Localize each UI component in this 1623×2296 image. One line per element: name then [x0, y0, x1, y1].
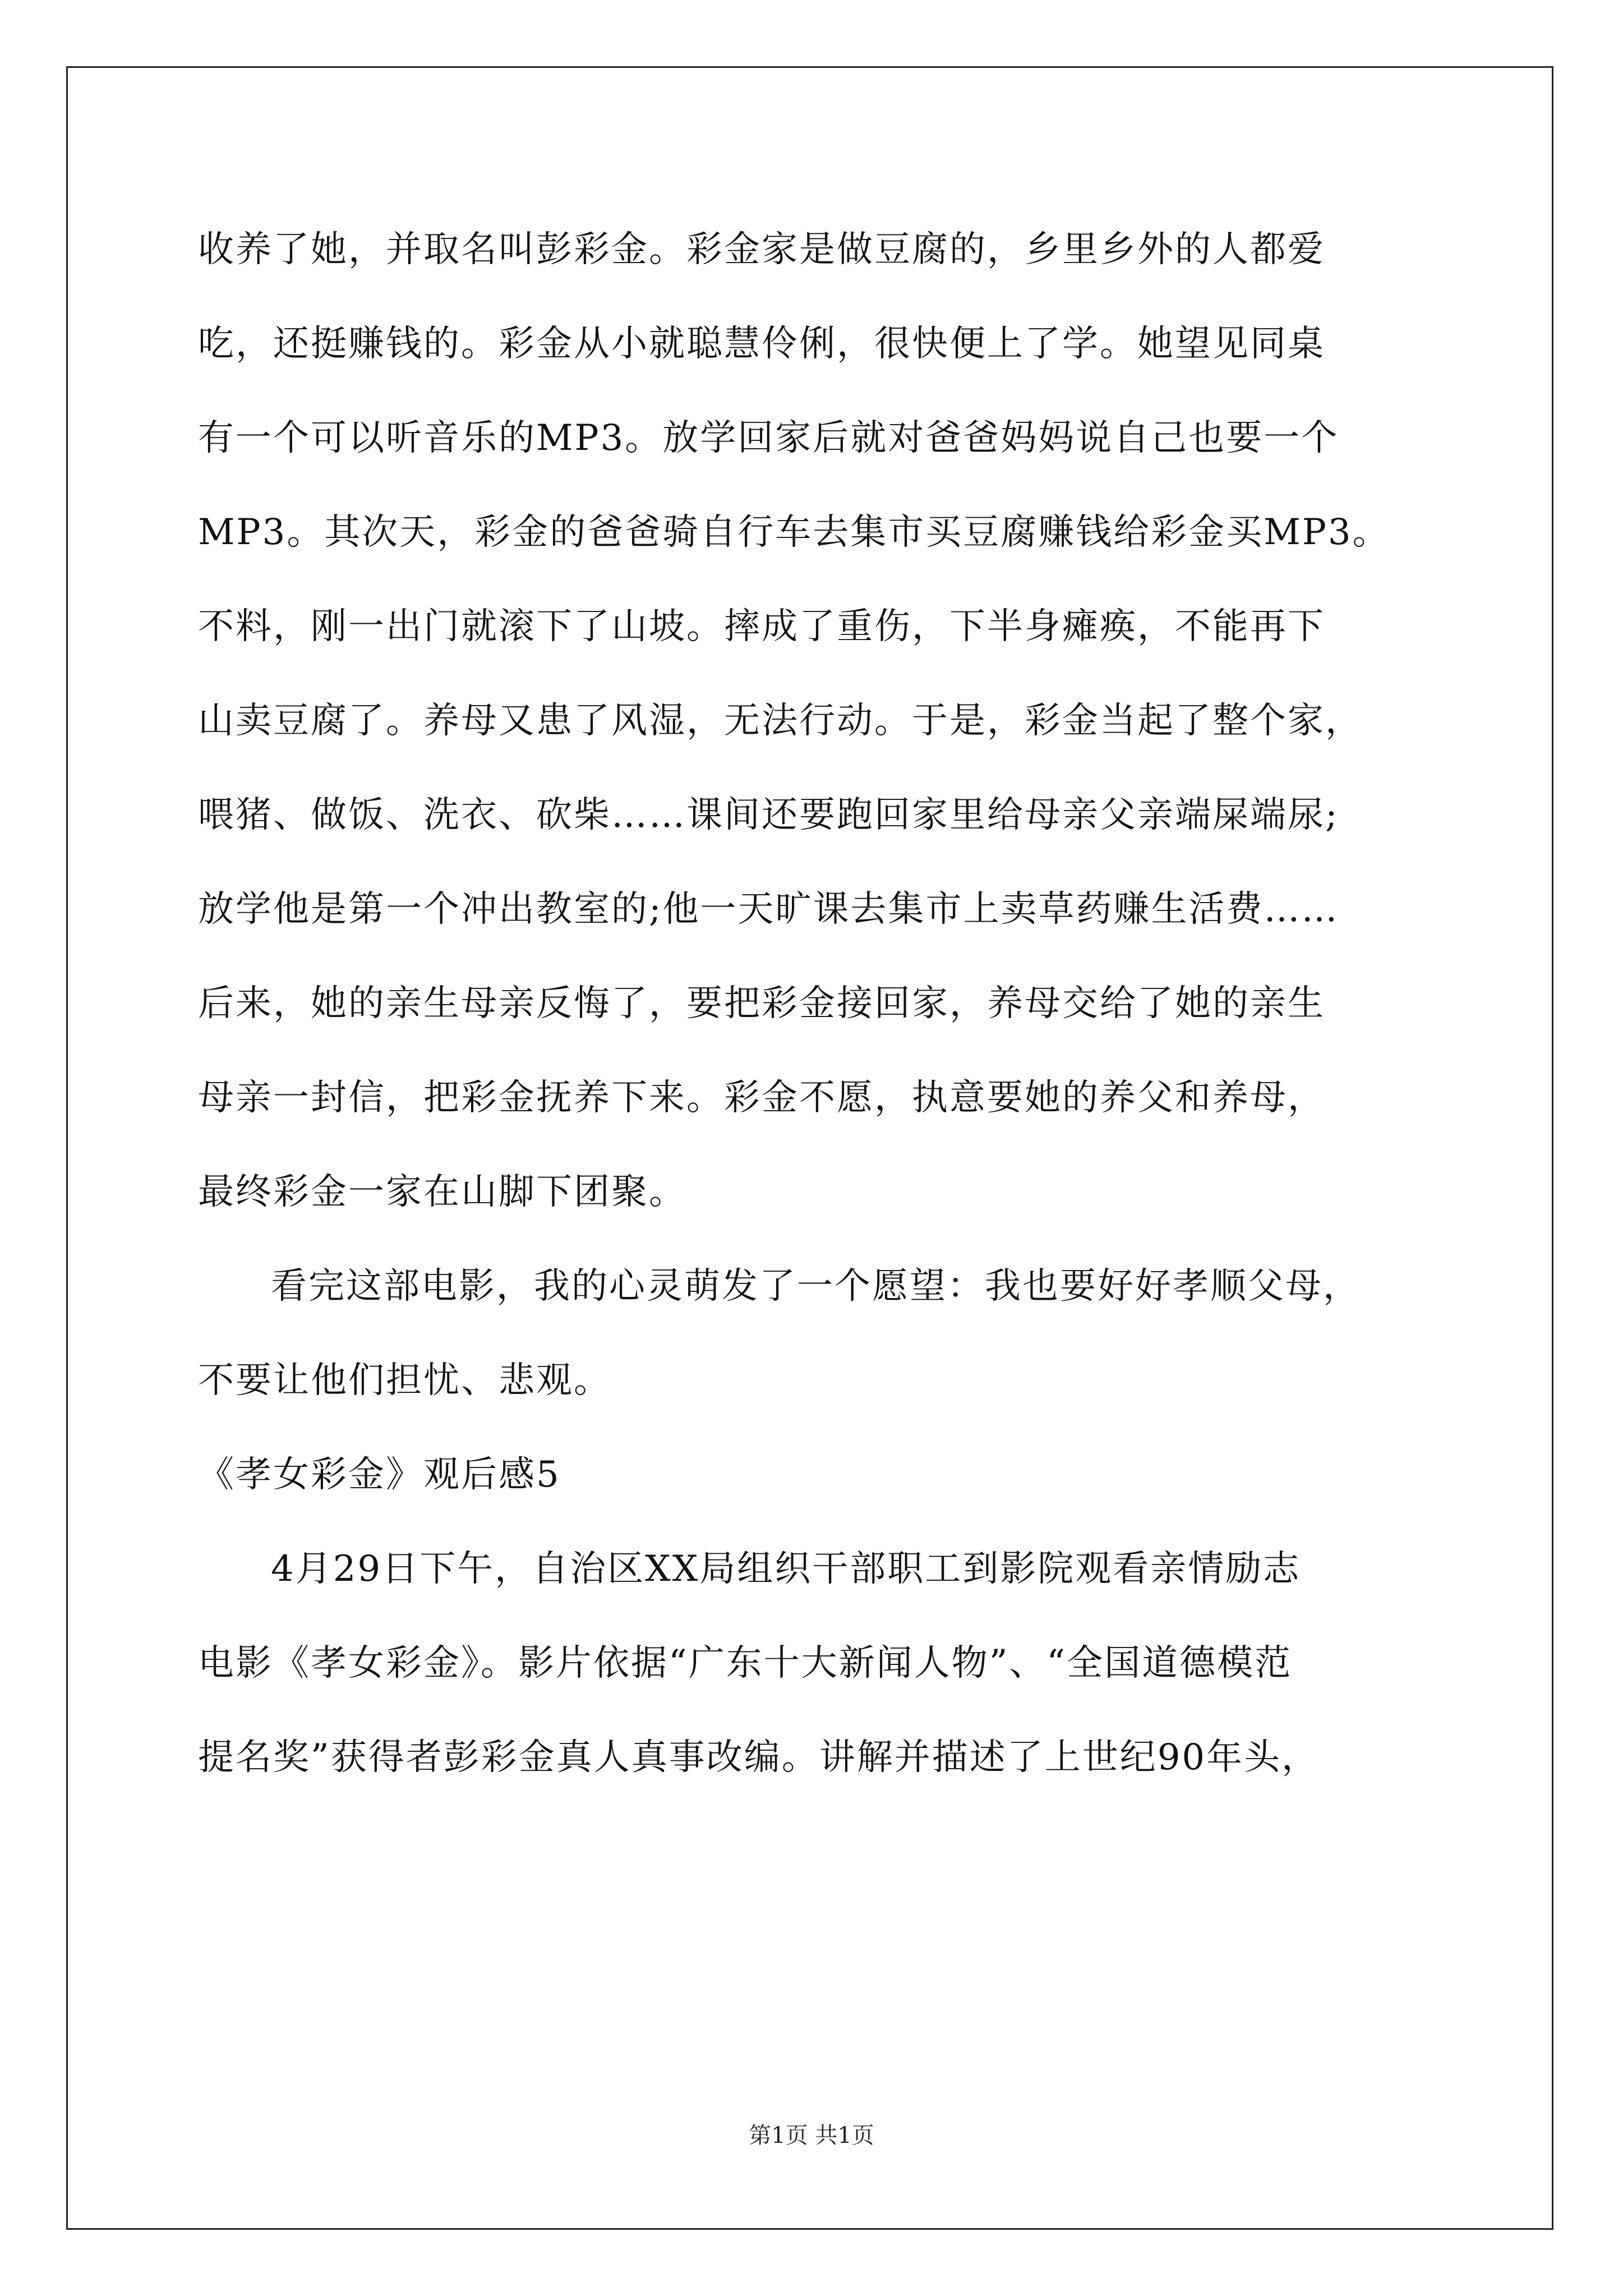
text-line: 最终彩金一家在山脚下团聚。: [198, 1171, 686, 1213]
text-line: 后来，她的亲生母亲反悔了，要把彩金接回家，养母交给了她的亲生: [198, 983, 1325, 1024]
page-footer: 第1页 共1页: [749, 2123, 874, 2148]
text-line: 吃，还挺赚钱的。彩金从小就聪慧伶俐，很快便上了学。她望见同桌: [198, 323, 1325, 365]
text-line: 不要让他们担忧、悲观。: [198, 1360, 611, 1401]
text-line: 喂猪、做饭、洗衣、砍柴……课间还要跑回家里给母亲父亲端屎端尿;: [198, 794, 1339, 836]
text-line: 电影《孝女彩金》。影片依据“广东十大新闻人物”、“全国道德模范: [198, 1642, 1293, 1684]
text-line: 有一个可以听音乐的MP3。放学回家后就对爸爸妈妈说自己也要一个: [198, 417, 1339, 459]
text-line: MP3。其次天，彩金的爸爸骑自行车去集市买豆腐赚钱给彩金买MP3。: [198, 512, 1390, 553]
text-line: 4月29日下午，自治区XX局组织干部职工到影院观看亲情励志: [271, 1548, 1301, 1590]
text-line: 母亲一封信，把彩金抚养下来。彩金不愿，执意要她的养父和养母，: [198, 1077, 1325, 1119]
text-line: 看完这部电影，我的心灵萌发了一个愿望：我也要好好孝顺父母，: [271, 1266, 1361, 1307]
text-line: 不料，刚一出门就滚下了山坡。摔成了重伤，下半身瘫痪，不能再下: [198, 606, 1325, 647]
page-border: [66, 66, 1553, 2230]
text-line: 山卖豆腐了。养母又患了风湿，无法行动。于是，彩金当起了整个家，: [198, 700, 1363, 742]
text-line: 收养了她，并取名叫彭彩金。彩金家是做豆腐的，乡里乡外的人都爱: [198, 229, 1325, 270]
text-line: 放学他是第一个冲出教室的;他一天旷课去集市上卖草药赚生活费……: [198, 889, 1339, 930]
text-line: 提名奖”获得者彭彩金真人真事改编。讲解并描述了上世纪90年头，: [198, 1737, 1320, 1778]
section-heading: 《孝女彩金》观后感5: [198, 1454, 561, 1496]
